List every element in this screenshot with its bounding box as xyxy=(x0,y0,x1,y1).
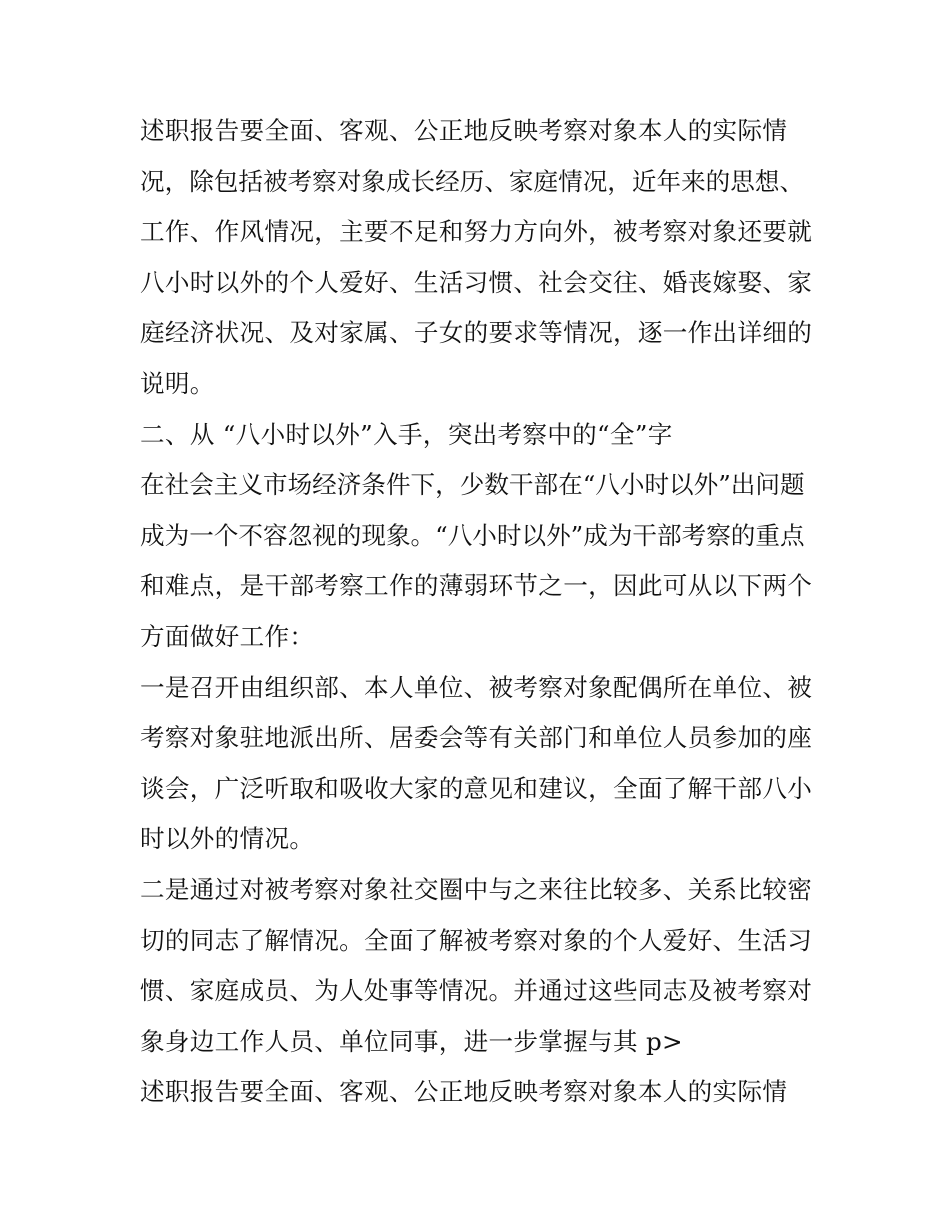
text-line: 述职报告要全面、客观、公正地反映考察对象本人的实际情 xyxy=(140,1077,788,1107)
text-line: 庭经济状况、及对家属、子女的要求等情况，逐一作出详细的 xyxy=(140,318,813,348)
text-line: 况，除包括被考察对象成长经历、家庭情况，近年来的思想、 xyxy=(140,166,805,196)
section-heading: 二、从 “八小时以外”入手，突出考察中的“全”字 xyxy=(140,419,673,449)
text-line: 考察对象驻地派出所、居委会等有关部门和单位人员参加的座 xyxy=(140,723,813,753)
text-line: 象身边工作人员、单位同事，进一步掌握与其 p> xyxy=(140,1026,683,1056)
text-line: 一是召开由组织部、本人单位、被考察对象配偶所在单位、被 xyxy=(140,672,813,702)
text-line: 工作、作风情况，主要不足和努力方向外，被考察对象还要就 xyxy=(140,217,813,247)
document-body xyxy=(140,111,830,1123)
text-line: 述职报告要全面、客观、公正地反映考察对象本人的实际情 xyxy=(140,116,788,145)
text-line: 谈会，广泛听取和吸收大家的意见和建议，全面了解干部八小 xyxy=(140,773,813,803)
text-line: 成为一个不容忽视的现象。“八小时以外”成为干部考察的重点 xyxy=(140,520,805,550)
text-line: 切的同志了解情况。全面了解被考察对象的个人爱好、生活习 xyxy=(140,925,813,955)
text-line: 时以外的情况。 xyxy=(140,824,315,854)
text-line: 方面做好工作： xyxy=(140,621,315,651)
text-line: 说明。 xyxy=(140,368,215,398)
text-line: 和难点，是干部考察工作的薄弱环节之一，因此可从以下两个 xyxy=(140,571,813,601)
text-line: 惯、家庭成员、为人处事等情况。并通过这些同志及被考察对 xyxy=(140,976,813,1006)
text-line: 二是通过对被考察对象社交圈中与之来往比较多、关系比较密 xyxy=(140,874,813,904)
text-line: 八小时以外的个人爱好、生活习惯、社会交往、婚丧嫁娶、家 xyxy=(140,267,813,297)
text-line: 在社会主义市场经济条件下，少数干部在“八小时以外”出问题 xyxy=(140,470,805,500)
